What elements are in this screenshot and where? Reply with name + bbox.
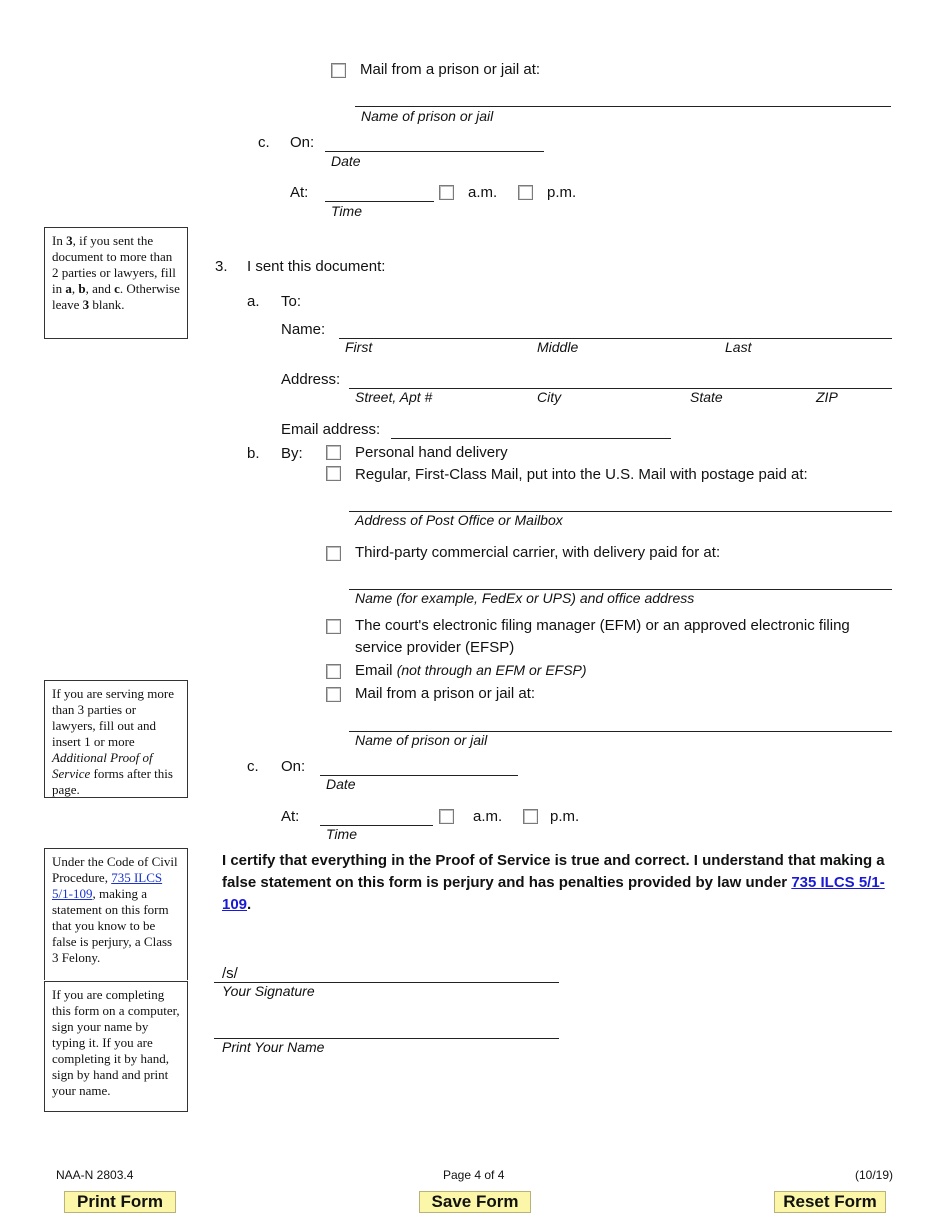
last-name-caption: Last <box>725 339 752 355</box>
street-caption: Street, Apt # <box>355 389 433 405</box>
prison-mail-label: Mail from a prison or jail at: <box>360 61 541 78</box>
note-section3-instructions: In 3, if you sent the document to more than 2 parties or lawyers, fill in a, b, and c. Otherwise leave 3 blank. <box>44 227 188 339</box>
email-service-label <box>355 662 587 679</box>
by-label: By: <box>281 445 303 462</box>
c-letter-3: c. <box>247 758 259 775</box>
email-service-checkbox[interactable] <box>326 664 341 679</box>
efm-checkbox[interactable] <box>326 619 341 634</box>
prison-name-input[interactable] <box>355 106 891 107</box>
post-office-caption: Address of Post Office or Mailbox <box>355 512 563 528</box>
address-label: Address: <box>281 371 341 388</box>
prison-mail-checkbox[interactable] <box>331 63 346 78</box>
pm-label: p.m. <box>547 184 577 201</box>
first-class-mail-label: Regular, First-Class Mail, put into the U.S. Mail with postage paid at: <box>355 466 808 483</box>
prison-name-caption-3: Name of prison or jail <box>355 732 488 748</box>
zip-caption: ZIP <box>816 389 838 405</box>
pm-checkbox[interactable] <box>518 185 533 200</box>
carrier-checkbox[interactable] <box>326 546 341 561</box>
to-label: To: <box>281 293 302 310</box>
name-input[interactable] <box>339 338 892 339</box>
state-caption: State <box>690 389 723 405</box>
email-service-text: Email <box>355 662 393 679</box>
prison-mail-checkbox-3[interactable] <box>326 687 341 702</box>
pm-checkbox-3[interactable] <box>523 809 538 824</box>
c-letter: c. <box>258 134 270 151</box>
city-caption: City <box>537 389 562 405</box>
efm-label-line2: service provider (EFSP) <box>355 639 515 656</box>
email-input[interactable] <box>391 438 671 439</box>
at-label: At: <box>290 184 309 201</box>
name-label: Name: <box>281 321 326 338</box>
note-additional-proof: If you are serving more than 3 parties or lawyers, fill out and insert 1 or more Additional Proof of Service forms after this page. <box>44 680 188 798</box>
date-caption: Date <box>331 153 361 169</box>
am-checkbox-3[interactable] <box>439 809 454 824</box>
note-signing: If you are completing this form on a computer, sign your name by typing it. If you are completing it by hand, sign by hand and print your name. <box>44 981 188 1112</box>
email-label: Email address: <box>281 421 381 438</box>
print-form-button[interactable]: Print Form <box>64 1191 176 1213</box>
certification-period: . <box>247 896 252 913</box>
page-number: Page 4 of 4 <box>443 1168 505 1182</box>
time-caption: Time <box>331 203 362 219</box>
am-label: a.m. <box>468 184 498 201</box>
reset-form-button[interactable]: Reset Form <box>774 1191 886 1213</box>
section3-number: 3. <box>215 258 228 275</box>
on-label-3: On: <box>281 758 306 775</box>
form-code: NAA-N 2803.4 <box>56 1168 134 1182</box>
signature-value[interactable]: /s/ <box>222 965 238 982</box>
efm-label-line1: The court's electronic filing manager (EFM) or an approved electronic filing <box>355 617 850 634</box>
date-caption-3: Date <box>326 776 356 792</box>
b-letter: b. <box>247 445 260 462</box>
ilcs-link-certification[interactable]: 735 ILCS 5/1-109 <box>222 874 885 913</box>
first-class-mail-checkbox[interactable] <box>326 466 341 481</box>
am-checkbox[interactable] <box>439 185 454 200</box>
middle-name-caption: Middle <box>537 339 579 355</box>
on-label: On: <box>290 134 315 151</box>
am-label-3: a.m. <box>473 808 503 825</box>
time-input[interactable] <box>325 201 434 202</box>
signature-caption: Your Signature <box>222 983 315 999</box>
certification-statement <box>222 850 902 916</box>
date-input[interactable] <box>325 151 544 152</box>
revision-date: (10/19) <box>855 1168 894 1182</box>
hand-delivery-label: Personal hand delivery <box>355 444 508 461</box>
note-perjury-text-before: Under the Code of Civil Procedure, <box>52 854 178 885</box>
carrier-label: Third-party commercial carrier, with delivery paid for at: <box>355 544 721 561</box>
section3-heading: I sent this document: <box>247 258 386 275</box>
time-caption-3: Time <box>326 826 357 842</box>
certification-text: I certify that everything in the Proof of Service is true and correct. I understand that making a false statement on this form is perjury and has penalties provided by law under <box>222 852 885 891</box>
ilcs-link-note[interactable]: 735 ILCS 5/1-109 <box>52 870 163 901</box>
print-name-caption: Print Your Name <box>222 1039 325 1055</box>
hand-delivery-checkbox[interactable] <box>326 445 341 460</box>
first-name-caption: First <box>345 339 373 355</box>
email-service-note: (not through an EFM or EFSP) <box>396 662 587 678</box>
prison-mail-label-3: Mail from a prison or jail at: <box>355 685 536 702</box>
note-perjury <box>44 848 188 980</box>
pm-label-3: p.m. <box>550 808 580 825</box>
save-form-button[interactable]: Save Form <box>419 1191 531 1213</box>
carrier-caption: Name (for example, FedEx or UPS) and office address <box>355 590 695 606</box>
prison-name-caption: Name of prison or jail <box>361 108 494 124</box>
at-label-3: At: <box>281 808 300 825</box>
a-letter: a. <box>247 293 260 310</box>
note-perjury-text-after: , making a statement on this form that you know to be false is perjury, a Class 3 Felony. <box>52 886 173 965</box>
